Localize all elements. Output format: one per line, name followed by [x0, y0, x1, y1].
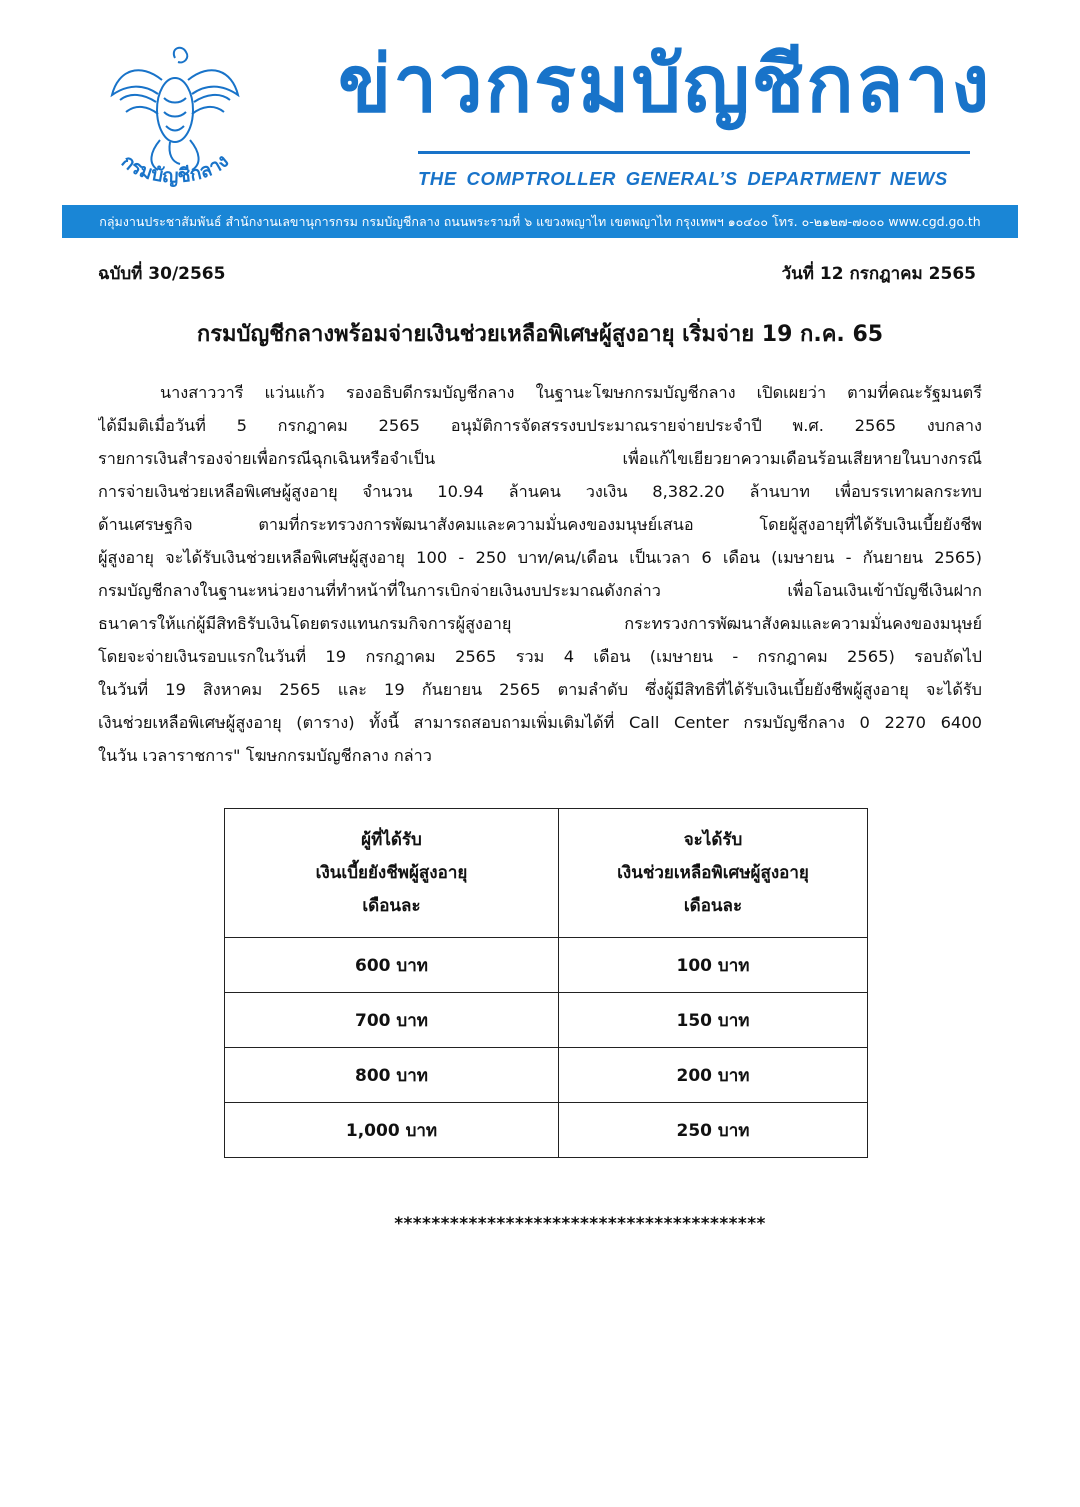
table-header-allowance — [559, 809, 868, 938]
table-header-row — [225, 809, 868, 938]
logo-text: กรมบัญชีกลาง — [117, 149, 234, 188]
allowance-table — [224, 808, 868, 1158]
body-line: ได้มีมติเมื่อวันที่ 5 กรกฎาคม 2565 อนุมัติการจัดสรรงบประมาณรายจ่ายประจำปี พ.ศ. 2565 งบกลาง — [98, 416, 982, 435]
masthead-divider — [418, 151, 970, 154]
body-line: ในวันที่ 19 สิงหาคม 2565 และ 19 กันยายน 2565 ตามลำดับ ซึ่งผู้มีสิทธิที่ได้รับเงินเบี้ยยังชีพผู้สูงอายุ จะได้รับ — [98, 680, 982, 699]
body-line: การจ่ายเงินช่วยเหลือพิเศษผู้สูงอายุ จำนวน 10.94 ล้านคน วงเงิน 8,382.20 ล้านบาท เพื่อบรรเทาผลกระทบ — [98, 482, 982, 501]
table-cell: 800 บาท — [225, 1048, 559, 1103]
headline: กรมบัญชีกลางพร้อมจ่ายเงินช่วยเหลือพิเศษผู้สูงอายุ เริ่มจ่าย 19 ก.ค. 65 — [196, 322, 884, 347]
cgd-logo — [100, 40, 250, 200]
header-line: เงินช่วยเหลือพิเศษผู้สูงอายุ — [617, 862, 809, 883]
header-line: เงินเบี้ยยังชีพผู้สูงอายุ — [315, 862, 468, 883]
table-cell: 700 บาท — [225, 993, 559, 1048]
body-line: ธนาคารให้แก่ผู้มีสิทธิรับเงินโดยตรงแทนกรมกิจการผู้สูงอายุ กระทรวงการพัฒนาสังคมและความมั่นคงของมนุษย์ — [98, 614, 982, 633]
svg-text:กรมบัญชีกลาง — [117, 150, 233, 188]
table-row — [225, 993, 868, 1048]
body-line: กรมบัญชีกลางในฐานะหน่วยงานที่ทำหน้าที่ในการเบิกจ่ายเงินงบประมาณดังกล่าว เพื่อโอนเงินเข้าบัญชีเงินฝาก — [98, 581, 982, 600]
table-row — [225, 1103, 868, 1158]
masthead-title: ข่าวกรมบัญชีกลาง — [338, 40, 992, 130]
end-marker: **************************************** — [394, 1214, 766, 1234]
body-line: ในวัน เวลาราชการ" โฆษกกรมบัญชีกลาง กล่าว — [98, 746, 432, 765]
body-line: ด้านเศรษฐกิจ ตามที่กระทรวงการพัฒนาสังคมและความมั่นคงของมนุษย์เสนอ โดยผู้สูงอายุที่ได้รับเงินเบี้ยยังชีพ — [98, 515, 982, 534]
table-cell: 100 บาท — [559, 938, 868, 993]
table-cell: 600 บาท — [225, 938, 559, 993]
contact-bar: กลุ่มงานประชาสัมพันธ์ สำนักงานเลขานุการกรม กรมบัญชีกลาง ถนนพระรามที่ ๖ แขวงพญาไท เขตพญาไท กรุงเทพฯ ๑๐๔๐๐ โทร. ๐-๒๑๒๗-๗๐๐๐ www.cgd.go.th — [62, 205, 1018, 238]
body-line: โดยจะจ่ายเงินรอบแรกในวันที่ 19 กรกฎาคม 2565 รวม 4 เดือน (เมษายน - กรกฎาคม 2565) รอบถัดไป — [98, 647, 982, 666]
article-body — [98, 376, 982, 772]
table-row — [225, 1048, 868, 1103]
header-line: เดือนละ — [362, 895, 421, 916]
table-row — [225, 938, 868, 993]
issue-number: ฉบับที่ 30/2565 — [98, 264, 226, 284]
masthead-subtitle: THE COMPTROLLER GENERAL’S DEPARTMENT NEWS — [418, 168, 948, 189]
header-line: ผู้ที่ได้รับ — [361, 829, 422, 850]
body-line: รายการเงินสำรองจ่ายเพื่อกรณีฉุกเฉินหรือจำเป็น เพื่อแก้ไขเยียวยาความเดือนร้อนเสียหายในบางกรณี — [98, 449, 982, 468]
body-line: ผู้สูงอายุ จะได้รับเงินช่วยเหลือพิเศษผู้สูงอายุ 100 - 250 บาท/คน/เดือน เป็นเวลา 6 เดือน (เมษายน - กันยายน 2565) — [98, 548, 982, 567]
table-cell: 1,000 บาท — [225, 1103, 559, 1158]
issue-date: วันที่ 12 กรกฎาคม 2565 — [781, 264, 976, 284]
body-line: นางสาววารี แว่นแก้ว รองอธิบดีกรมบัญชีกลาง ในฐานะโฆษกกรมบัญชีกลาง เปิดเผยว่า ตามที่คณะรัฐมนตรี — [160, 383, 982, 402]
header-line: เดือนละ — [683, 895, 743, 916]
table-cell: 200 บาท — [559, 1048, 868, 1103]
table-cell: 150 บาท — [559, 993, 868, 1048]
table-header-recipient — [225, 809, 559, 938]
header-line: จะได้รับ — [683, 829, 743, 850]
body-line: เงินช่วยเหลือพิเศษผู้สูงอายุ (ตาราง) ทั้งนี้ สามารถสอบถามเพิ่มเติมได้ที่ Call Center กรมบัญชีกลาง 0 2270 6400 — [98, 713, 982, 732]
table-cell: 250 บาท — [559, 1103, 868, 1158]
